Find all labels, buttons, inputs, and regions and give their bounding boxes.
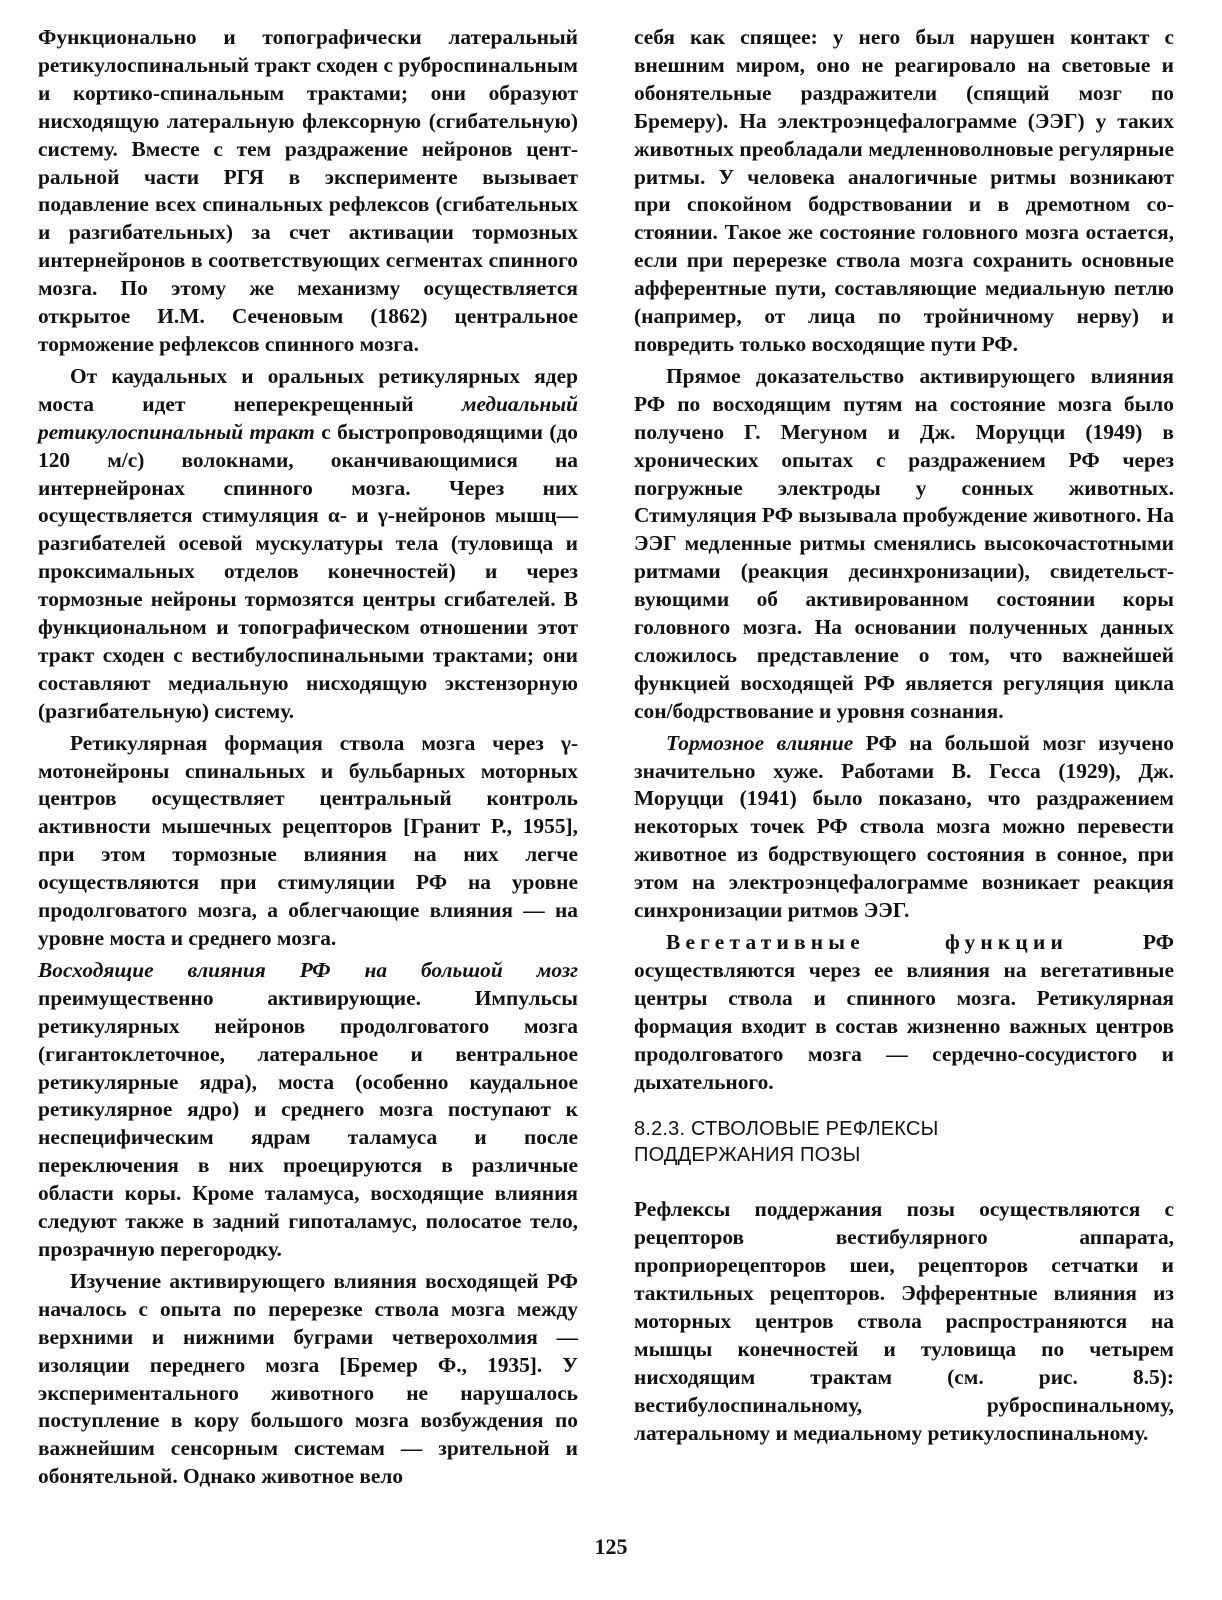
term-vegetative-functions: Вегетативные функции (666, 930, 1069, 954)
paragraph-vegetative-functions (634, 929, 1174, 1096)
term-ascending-influences: Восходящие влияния РФ на большой мозг (38, 957, 578, 982)
page-number: 125 (594, 1534, 628, 1559)
paragraph-ascending-influences (38, 957, 578, 1264)
paragraph-bremer-experiment: Изучение активирующего влияния восходящей РФ началось с опыта по перерезке ствола мозга между верхними и нижними буграми четверохолмия — изоляции переднего мозга [Бремер Ф., 1935]. У экспериментального животного не нарушалось поступление в кору большого мозга возбуждения по важнейшим сенсорным системам — зрительной и обонятельной. Однако животное вело (38, 1268, 578, 1489)
term-inhibitory-influence: Тормозное влияние (666, 730, 854, 755)
paragraph-posture-reflexes: Рефлексы поддержания позы осуществляются с рецепторов вестибулярного аппарата, проприорецепторов шеи, рецепторов сетчатки и тактильных рецепторов. Эфферентные влияния из моторных центров ствола распространяются на мышцы конечностей и туловища по четырем нисходящим трактам (см. рис. 8.5): вестибулоспинальному, руброспинальному, латеральному и медиальному ретикулоспинальному. (634, 1197, 1174, 1445)
paragraph-gamma-control: Ретикулярная формация ствола мозга через γ-мотонейроны спинальных и бульбарных моторных центров осуществляет центральный контроль активности мышечных рецепторов [Гранит Р., 1955], при этом тормозные влияния на них легче осуществляются при стимуляции РФ на уровне продолговатого мозга, а облегчающие влияния — на уровне моста и среднего мозга. (38, 730, 578, 950)
left-column (38, 24, 578, 1495)
text-run: От каудальных и оральных ретикулярных ядер моста идет неперекрещенный (38, 363, 578, 416)
right-column (634, 24, 1174, 1452)
paragraph-lateral-tract: Функционально и топографически латеральный ретикулоспинальный тракт сходен с руброспинальным и кортико-спинальным трактами; они образуют нисходящую латеральную флексорную (сгибательную) систему. Вместе с тем раздражение нейронов центральной части РГЯ в эксперименте вызывает подавление всех спинальных рефлексов (сгибательных и разгибательных) за счет активации тормозных интернейронов в соответствующих сегментах спинного мозга. По этому же механизму осуществляется открытое И.М. Сеченовым (1862) центральное торможение рефлексов спинного мозга. (38, 25, 578, 356)
paragraph-magoun-moruzzi: Прямое доказательство активирующего влияния РФ по восходящим путям на состояние мозга было получено Г. Мегуном и Дж. Моруцци (1949) в хронических опытах с раздражением РФ через погружные электроды у сонных животных. Стимуляция РФ вызывала пробуждение животного. На ЭЭГ медленные ритмы сменялись высокочастотными ритмами (реакция десинхронизации), свидетельствующими об активированном состоянии коры головного мозга. На основании полученных данных сложилось представление о том, что важнейшей функцией восходящей РФ является регуляция цикла сон/бодрствование и уровня сознания. (634, 363, 1174, 723)
paragraph-inhibitory-influence (634, 730, 1174, 925)
term-medial-reticulospinal-tract: медиальный ретикулоспинальный тракт (38, 391, 578, 444)
paragraph-sleeping-brain: себя как спящее: у него был нарушен контакт с внешним миром, оно не реагировало на световые и обонятельные раздражители (спящий мозг по Бремеру). На электроэнцефалограмме (ЭЭГ) у таких животных преобладали медленноволновые регулярные ритмы. У человека аналогичные ритмы возникают при спокойном бодрствовании и в дремотном состоянии. Такое же состояние головного мозга остается, если при перерезке ствола мозга сохранить основные афферентные пути, составляющие медиальную петлю (например, от лица по тройничному нерву) и повредить только восходящие пути РФ. (634, 25, 1174, 356)
text-run: с быстропроводящими (до 120 м/с) волокнами, оканчивающимися на интернейронах спинного мозга. Через них осуществляется стимуляция α- и γ-нейронов мышц—разгибателей осевой мускулатуры тела (туловища и проксимальных отделов конечностей) и через тормозные нейроны тормозятся центры сгибателей. В функциональном и топографическом отношении этот тракт сходен с вестибулоспинальными трактами; они составляют медиальную нисходящую экстензорную (разгибательную) систему. (38, 419, 578, 723)
section-heading-line-1: 8.2.3. СТВОЛОВЫЕ РЕФЛЕКСЫ (634, 1118, 939, 1141)
text-run: РФ осуществляются через ее влияния на вегетативные центры ствола и спинного мозга. Ретикулярная формация входит в состав жизненно важных центров продолговатого мозга — сердечно-сосудистого и дыхательного. (634, 930, 1175, 1094)
text-run: преимущественно активирующие. Импульсы ретикулярных нейронов продолговатого мозга (гигантоклеточное, латеральное и вентральное ретикулярные ядра), моста (особенно каудальное ретикулярное ядро) и среднего мозга поступают к неспецифическим ядрам таламуса и после переключения в них проецируются в различные области коры. Кроме таламуса, восходящие влияния следуют также в задний гипоталамус, полосатое тело, прозрачную перегородку. (38, 985, 578, 1261)
section-heading (634, 1116, 1174, 1168)
section-heading-line-2: ПОДДЕРЖАНИЯ ПОЗЫ (634, 1144, 861, 1167)
text-run: РФ на большой мозг изучено значительно хуже. Работами В. Гесса (1929), Дж. Моруцци (1941) было показано, что раздражением некоторых точек РФ ствола мозга можно перевести животное из бодрствующего состояния в сонное, при этом на электроэнцефалограмме возникает реакция синхронизации ритмов ЭЭГ. (634, 730, 1174, 923)
paragraph-medial-tract (38, 363, 578, 726)
